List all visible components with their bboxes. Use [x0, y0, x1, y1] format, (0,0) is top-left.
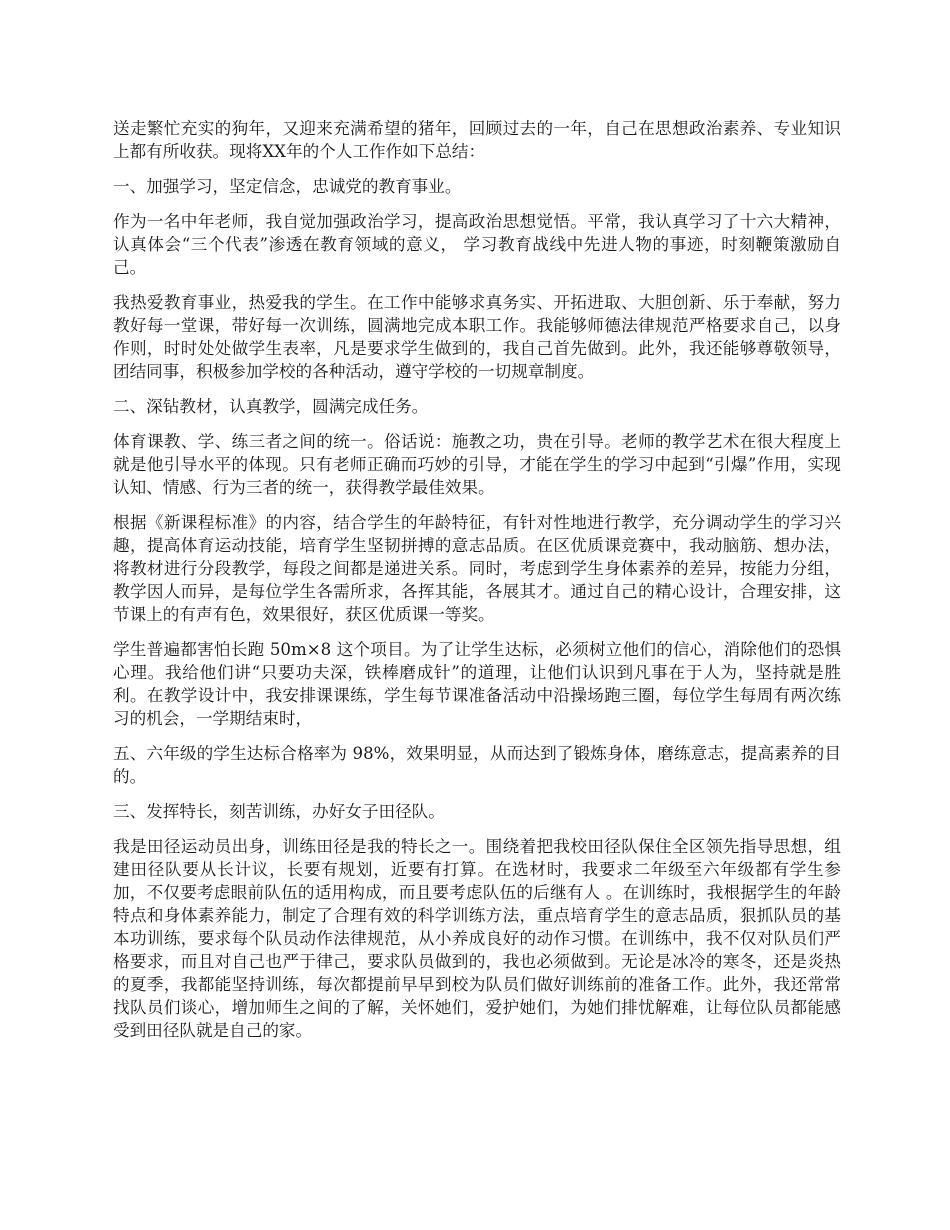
body-paragraph: 作为一名中年老师，我自觉加强政治学习，提高政治思想觉悟。平常，我认真学习了十六大精神，认真体会“三个代表”渗透在教育领域的意义， 学习教育战线中先进人物的事迹，时刻鞭策激励自己。: [113, 212, 841, 277]
section-heading-3: 三、发挥特长，刻苦训练，办好女子田径队。: [113, 802, 445, 821]
body-paragraph: 根据《新课程标准》的内容，结合学生的年龄特征，有针对性地进行教学，充分调动学生的学习兴趣，提高体育运动技能，培育学生坚韧拼搏的意志品质。在区优质课竞赛中，我动脑筋、想办法，将教材进行分段教学，每段之间都是递进关系。同时，考虑到学生身体素养的差异，按能力分组，教学因人而异，是每位学生各需所求，各挥其能，各展其才。通过自己的精心设计，合理安排，这节课上的有声有色，效果很好，获区优质课一等奖。: [113, 513, 841, 624]
body-paragraph: 我热爱教育事业，热爱我的学生。在工作中能够求真务实、开拓进取、大胆创新、乐于奉献，努力教好每一堂课，带好每一次训练，圆满地完成本职工作。我能够师德法律规范严格要求自己，以身作则，时时处处做学生表率，凡是要求学生做到的，我自己首先做到。此外，我还能够尊敬领导，团结同事，积极参加学校的各种活动，遵守学校的一切规章制度。: [113, 293, 841, 381]
intro-paragraph: 送走繁忙充实的狗年，又迎来充满希望的猪年，回顾过去的一年，自己在思想政治素养、专业知识上都有所收获。现将XX年的个人工作作如下总结：: [113, 119, 841, 161]
document-body: [113, 117, 841, 1054]
section-heading-1: 一、加强学习，坚定信念，忠诚党的教育事业。: [113, 177, 462, 196]
body-paragraph: 体育课教、学、练三者之间的统一。俗话说：施教之功，贵在引导。老师的教学艺术在很大程度上就是他引导水平的体现。只有老师正确而巧妙的引导，才能在学生的学习中起到“引爆”作用，实现认知、情感、行为三者的统一，获得教学最佳效果。: [113, 432, 841, 497]
section-heading-2: 二、深钻教材，认真教学，圆满完成任务。: [113, 397, 429, 416]
body-paragraph: 五、六年级的学生达标合格率为 98%，效果明显，从而达到了锻炼身体，磨练意志，提高素养的目的。: [113, 744, 841, 786]
body-paragraph: 我是田径运动员出身，训练田径是我的特长之一。围绕着把我校田径队保住全区领先指导思想，组建田径队要从长计议，长要有规划，近要有打算。在选材时，我要求二年级至六年级都有学生参加，不仅要考虑眼前队伍的适用构成，而且要考虑队伍的后继有人 。在训练时，我根据学生的年龄特点和身体素养能力，制定了合理有效的科学训练方法，重点培育学生的意志品质，狠抓队员的基本功训练，要求每个队员动作法律规范，从小养成良好的动作习惯。在训练中，我不仅对队员们严格要求，而且对自己也严于律己，要求队员做到的，我也必须做到。无论是冰冷的寒冬，还是炎热的夏季，我都能坚持训练，每次都提前早早到校为队员们做好训练前的准备工作。此外，我还常常找队员们谈心，增加师生之间的了解，关怀她们，爱护她们，为她们排忧解难，让每位队员都能感受到田径队就是自己的家。: [113, 837, 841, 1040]
body-paragraph: 学生普遍都害怕长跑 50m×8 这个项目。为了让学生达标，必须树立他们的信心，消除他们的恐惧心理。我给他们讲“只要功夫深，铁棒磨成针”的道理，让他们认识到凡事在于人为，坚持就是胜利。在教学设计中，我安排课课练，学生每节课准备活动中沿操场跑三圈，每位学生每周有两次练习的机会，一学期结束时，: [113, 640, 841, 728]
